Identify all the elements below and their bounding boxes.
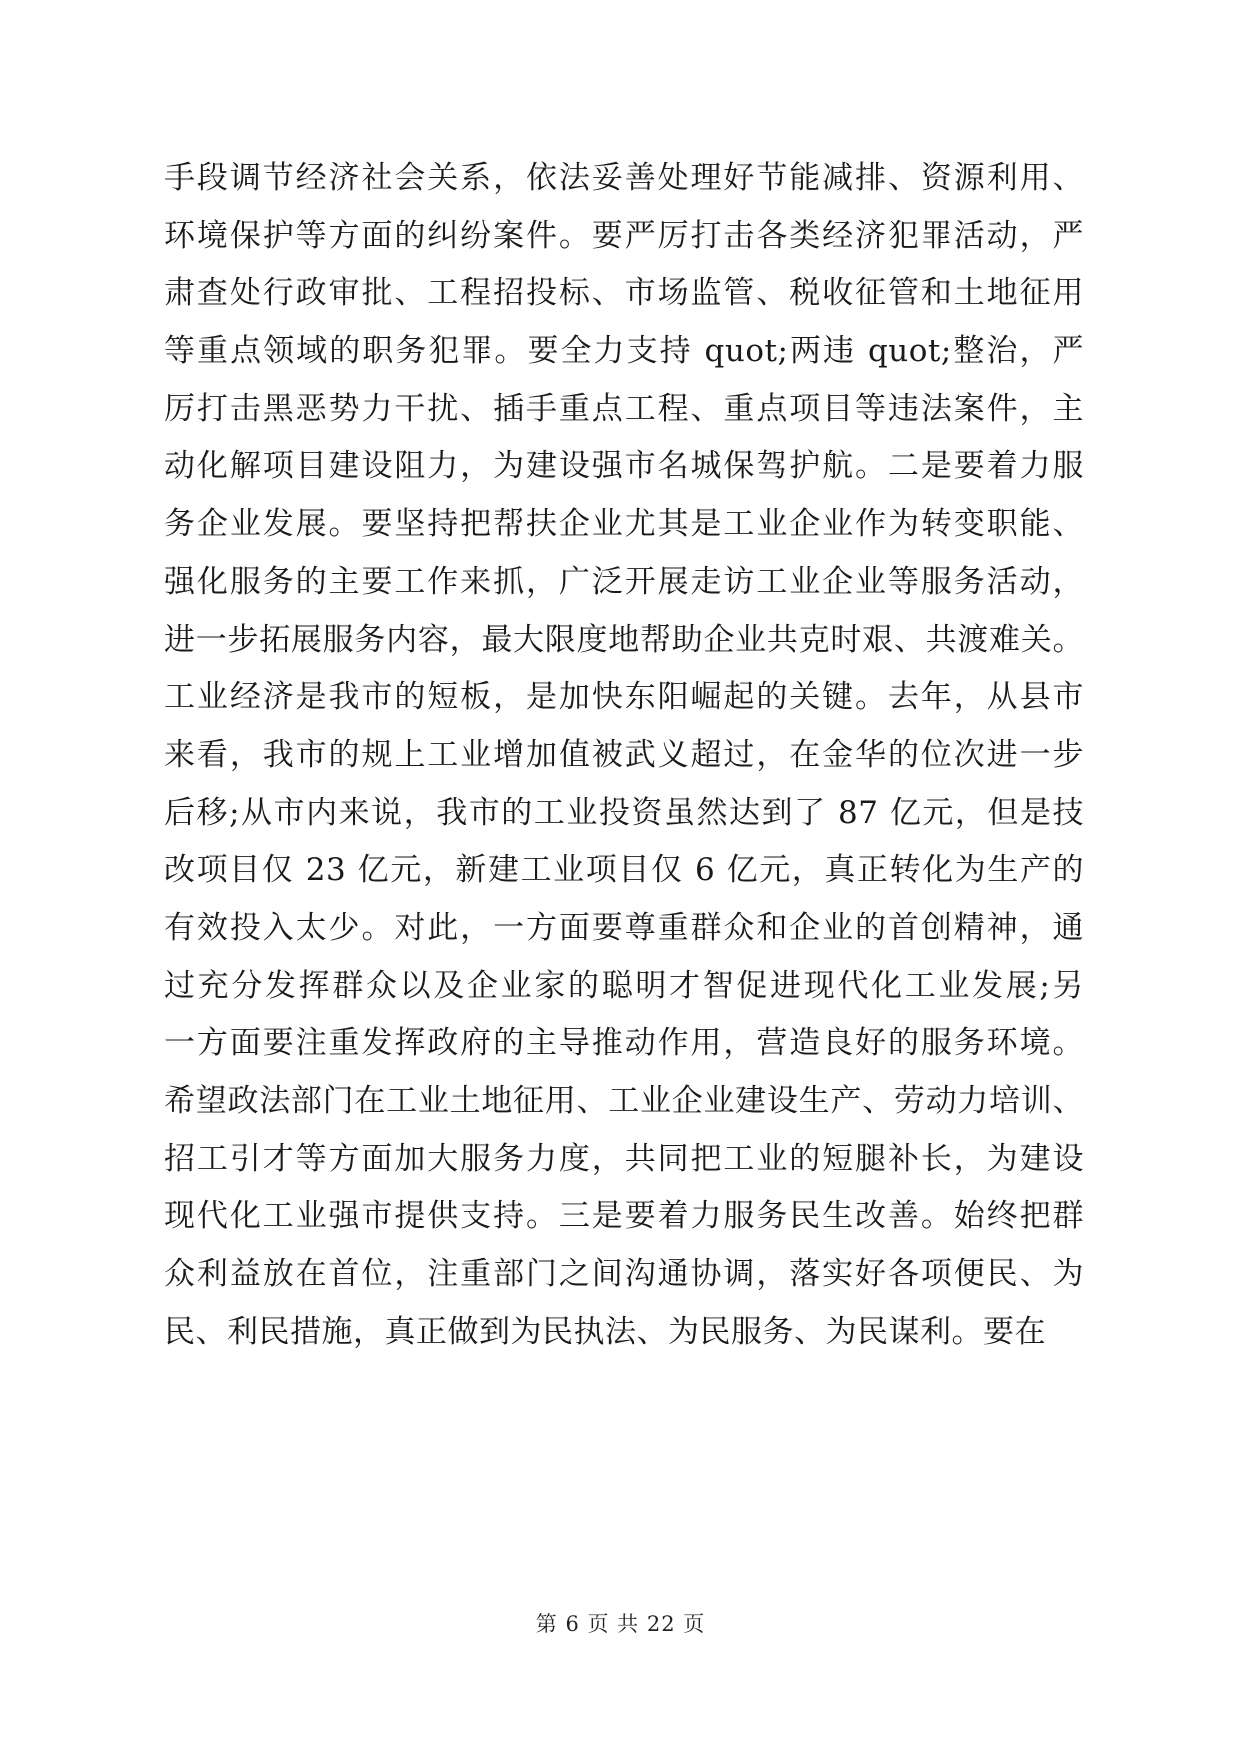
text-line: 环境保护等方面的纠纷案件。要严厉打击各类经济犯罪活动，严 [164, 217, 1084, 254]
text-line: 强化服务的主要工作来抓，广泛开展走访工业企业等服务活动， [164, 563, 1084, 600]
text-line: 后移;从市内来说，我市的工业投资虽然达到了 87 亿元，但是技 [164, 794, 1084, 831]
text-line: 招工引才等方面加大服务力度，共同把工业的短腿补长，为建设 [164, 1140, 1084, 1177]
text-line: 一方面要注重发挥政府的主导推动作用，营造良好的服务环境。 [164, 1025, 1084, 1062]
text-line: 务企业发展。要坚持把帮扶企业尤其是工业企业作为转变职能、 [164, 506, 1084, 543]
text-line: 进一步拓展服务内容，最大限度地帮助企业共克时艰、共渡难关。 [164, 621, 1084, 658]
body-text [164, 150, 1084, 1361]
text-line: 民、利民措施，真正做到为民执法、为民服务、为民谋利。要在 [164, 1313, 1046, 1350]
text-line: 肃查处行政审批、工程招投标、市场监管、税收征管和土地征用 [164, 275, 1084, 312]
page-number: 第 6 页 共 22 页 [535, 1612, 706, 1636]
text-line: 手段调节经济社会关系，依法妥善处理好节能减排、资源利用、 [164, 160, 1084, 196]
text-line: 众利益放在首位，注重部门之间沟通协调，落实好各项便民、为 [164, 1256, 1084, 1293]
text-line: 厉打击黑恶势力干扰、插手重点工程、重点项目等违法案件，主 [164, 390, 1084, 427]
text-line: 来看，我市的规上工业增加值被武义超过，在金华的位次进一步 [164, 736, 1084, 773]
text-line: 希望政法部门在工业土地征用、工业企业建设生产、劳动力培训、 [164, 1083, 1084, 1119]
text-line: 改项目仅 23 亿元，新建工业项目仅 6 亿元，真正转化为生产的 [164, 852, 1084, 889]
text-line: 动化解项目建设阻力，为建设强市名城保驾护航。二是要着力服 [164, 448, 1084, 485]
text-line: 过充分发挥群众以及企业家的聪明才智促进现代化工业发展;另 [164, 967, 1084, 1004]
text-line: 等重点领域的职务犯罪。要全力支持 quot;两违 quot;整治，严 [164, 333, 1084, 370]
text-line: 有效投入太少。对此，一方面要尊重群众和企业的首创精神，通 [164, 909, 1084, 946]
text-line: 工业经济是我市的短板，是加快东阳崛起的关键。去年，从县市 [164, 679, 1084, 716]
text-line: 现代化工业强市提供支持。三是要着力服务民生改善。始终把群 [164, 1198, 1084, 1235]
